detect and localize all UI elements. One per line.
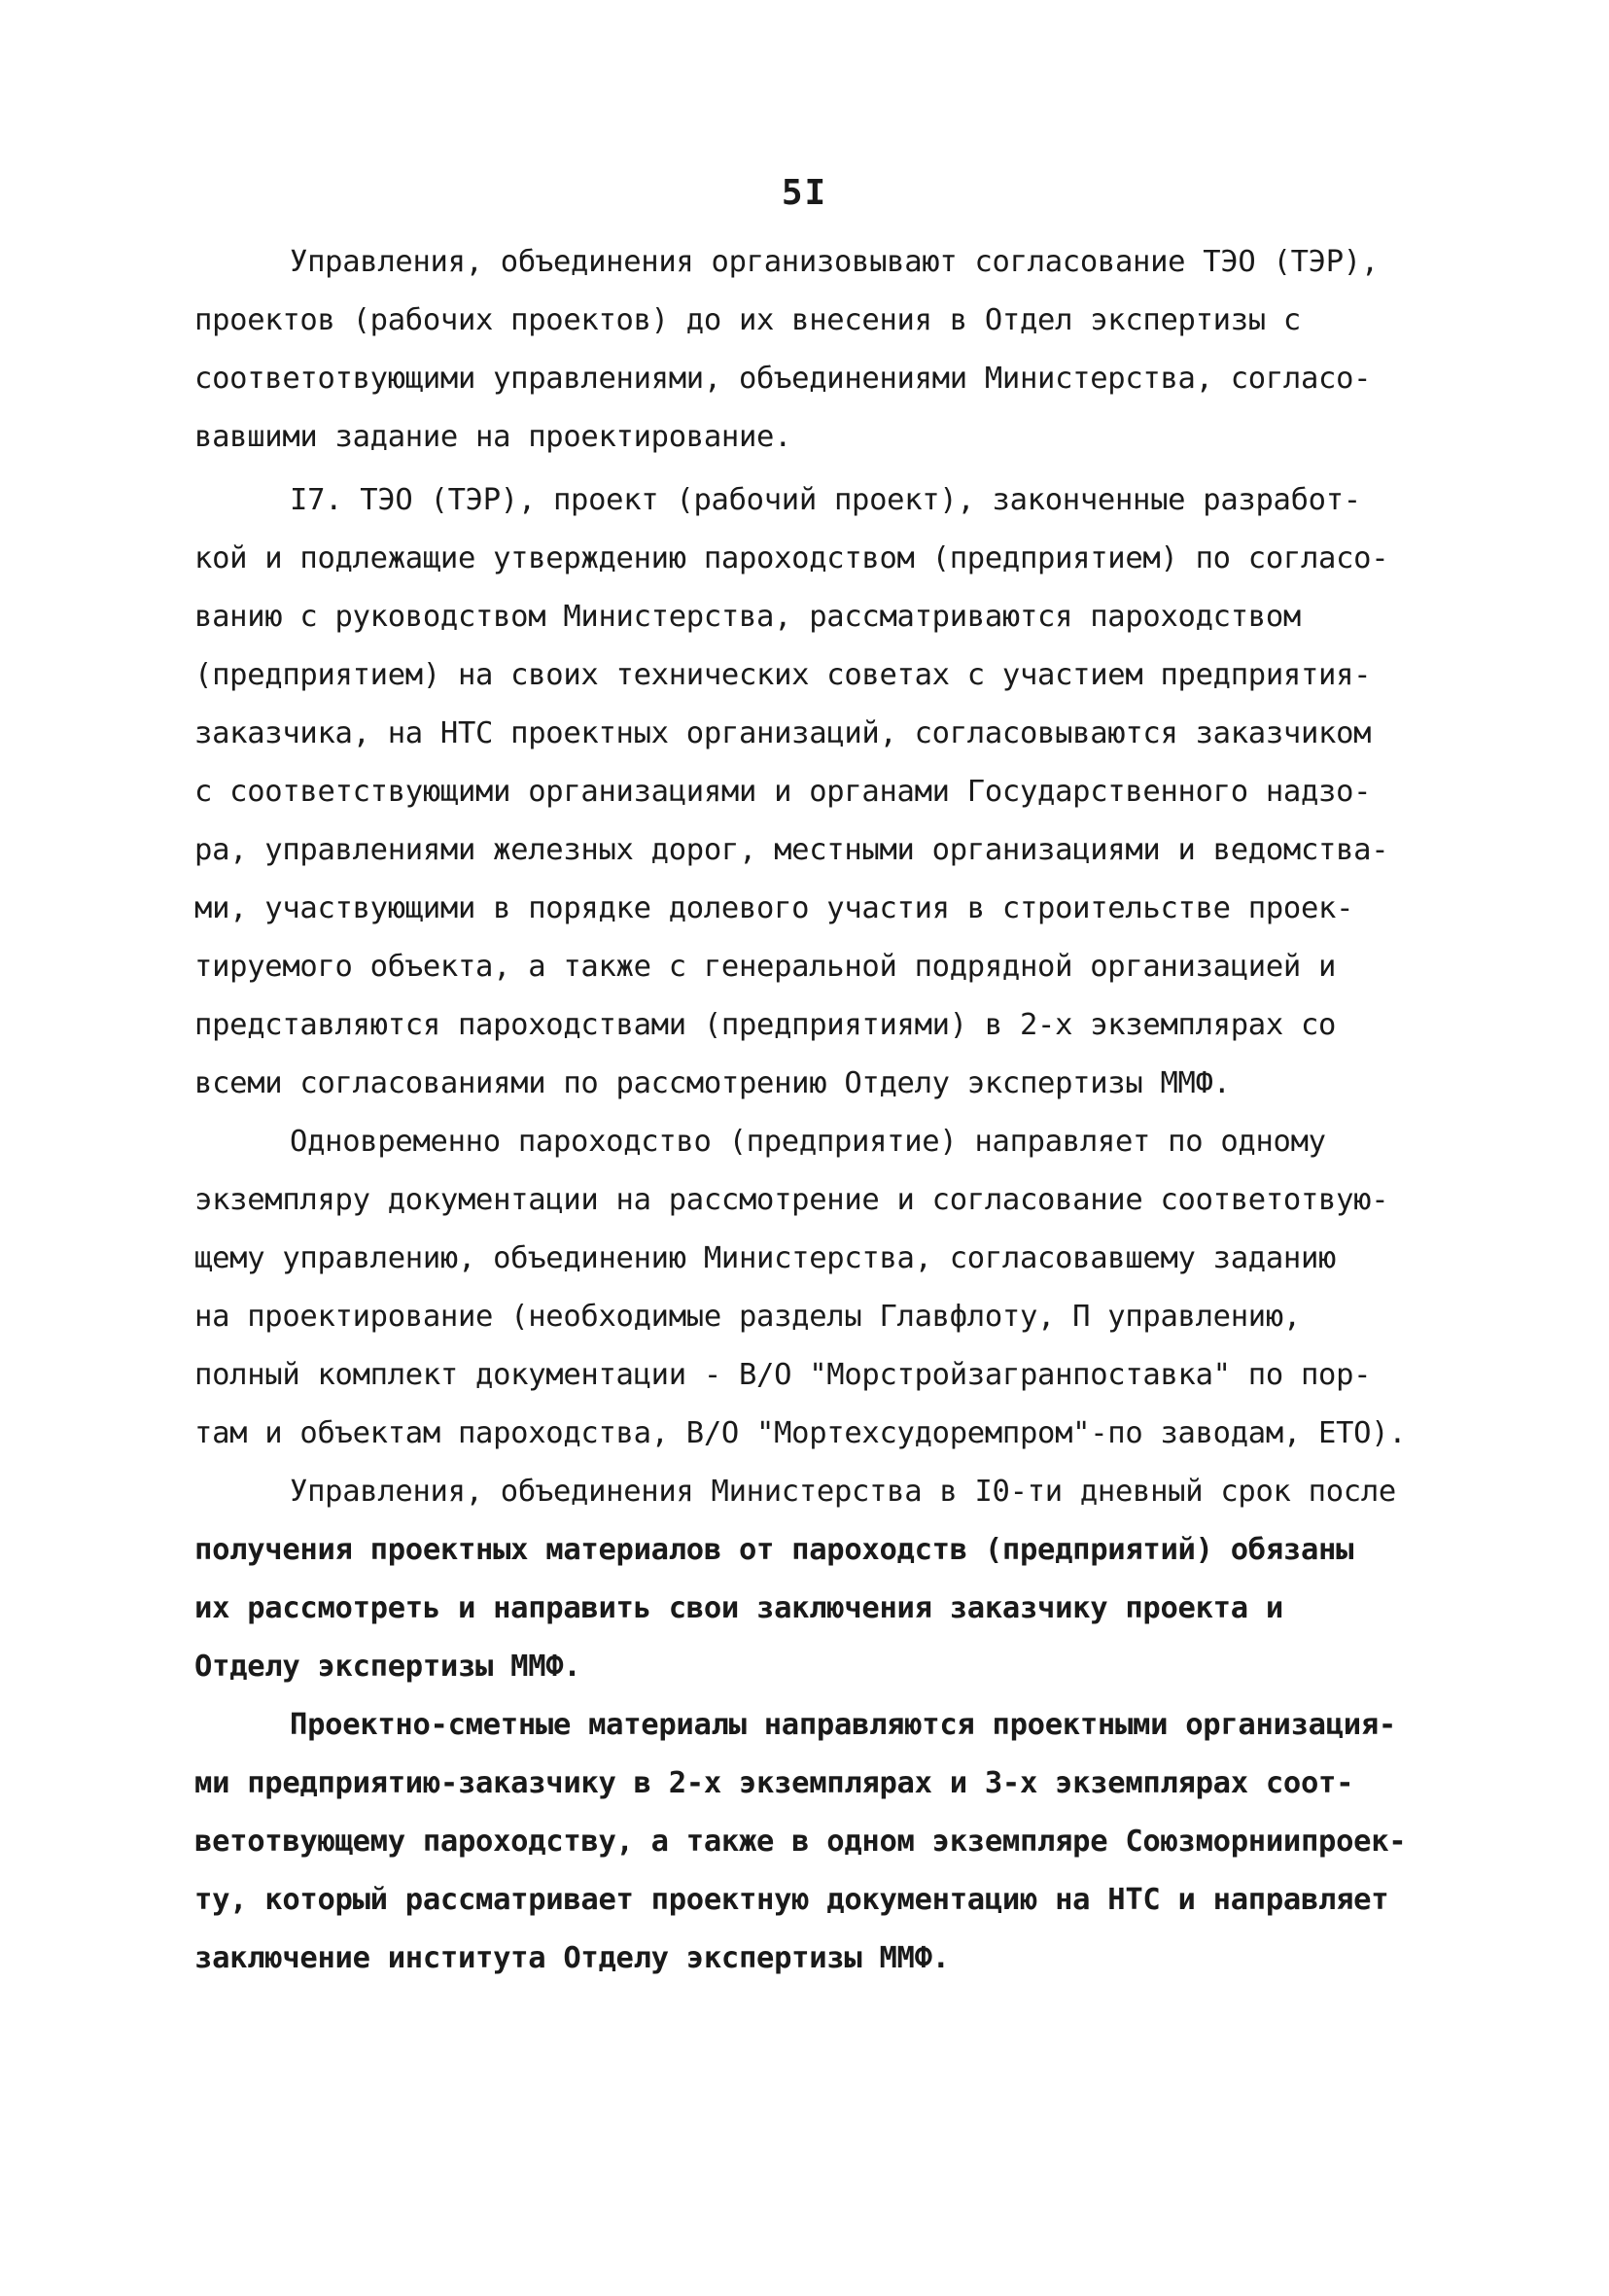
paragraph-line: вавшими задание на проектирование. [194, 420, 792, 454]
paragraph-line: там и объектам пароходства, В/О "Мортехсудоремпром"-по заводам, ЕТО). [194, 1416, 1407, 1450]
paragraph-simultaneous-distribution [194, 1113, 1419, 1463]
paragraph-line: на проектирование (необходимые разделы Главфлоту, П управлению, [194, 1300, 1301, 1334]
paragraph-line: Одновременно пароходство (предприятие) направляет по одному [290, 1125, 1326, 1159]
paragraph-line: ту, который рассматривает проектную документацию на НТС и направляет [194, 1883, 1389, 1917]
paragraph-line: ванию с руководством Министерства, рассматриваются пароходством [194, 600, 1301, 634]
paragraph-line: заключение института Отделу экспертизы ММФ. [194, 1941, 950, 1975]
paragraph-line: соответотвующими управлениями, объединениями Министерства, согласо- [194, 362, 1372, 396]
paragraph-line: проектов (рабочих проектов) до их внесения в Отдел экспертизы с [194, 303, 1301, 337]
paragraph-line: представляются пароходствами (предприятиями) в 2-х экземплярах со [194, 1008, 1337, 1042]
paragraph-line: с соответствующими организациями и органами Государственного надзо- [194, 775, 1372, 809]
paragraph-line: щему управлению, объединению Министерства, согласовавшему заданию [194, 1241, 1337, 1275]
paragraph-line: тируемого объекта, а также с генеральной подрядной организацией и [194, 950, 1337, 984]
paragraph-line: Управления, объединения организовывают согласование ТЭО (ТЭР), [290, 245, 1379, 279]
paragraph-review-deadline [194, 1463, 1419, 1696]
paragraph-line: ми, участвующими в порядке долевого участия в строительстве проек- [194, 891, 1354, 925]
paragraph-design-materials [194, 1696, 1419, 1988]
paragraph-line: Управления, объединения Министерства в I0-ти дневный срок после [290, 1475, 1396, 1509]
paragraph-line: Проектно-сметные материалы направляются проектными организация- [290, 1708, 1396, 1742]
paragraph-line: заказчика, на НТС проектных организаций, согласовываются заказчиком [194, 716, 1372, 750]
paragraph-line: экземпляру документации на рассмотрение и согласование соответотвую- [194, 1183, 1389, 1217]
paragraph-line: ветотвующему пароходству, а также в одном экземпляре Союзморниипроек- [194, 1825, 1407, 1859]
paragraph-line: ми предприятию-заказчику в 2-х экземплярах и 3-х экземплярах соот- [194, 1766, 1354, 1800]
paragraph-line: ра, управлениями железных дорог, местными организациями и ведомства- [194, 833, 1389, 867]
paragraph-approval-coordination [194, 233, 1419, 467]
paragraph-line: всеми согласованиями по рассмотрению Отделу экспертизы ММФ. [194, 1066, 1231, 1100]
paragraph-line: получения проектных материалов от пароходств (предприятий) обязаны [194, 1533, 1354, 1567]
paragraph-line: кой и подлежащие утверждению пароходством (предприятием) по согласо- [194, 541, 1389, 575]
paragraph-line: Отделу экспертизы ММФ. [194, 1650, 581, 1684]
paragraph-line: (предприятием) на своих технических советах с участием предприятия- [194, 658, 1372, 692]
paragraph-section-17 [194, 471, 1419, 1113]
paragraph-line: I7. ТЭО (ТЭР), проект (рабочий проект), законченные разработ- [290, 483, 1361, 517]
paragraph-line: полный комплект документации - В/О "Морстройзагранпоставка" по пор- [194, 1358, 1372, 1392]
page-number: 5I [781, 173, 828, 213]
paragraph-line: их рассмотреть и направить свои заключения заказчику проекта и [194, 1591, 1283, 1625]
